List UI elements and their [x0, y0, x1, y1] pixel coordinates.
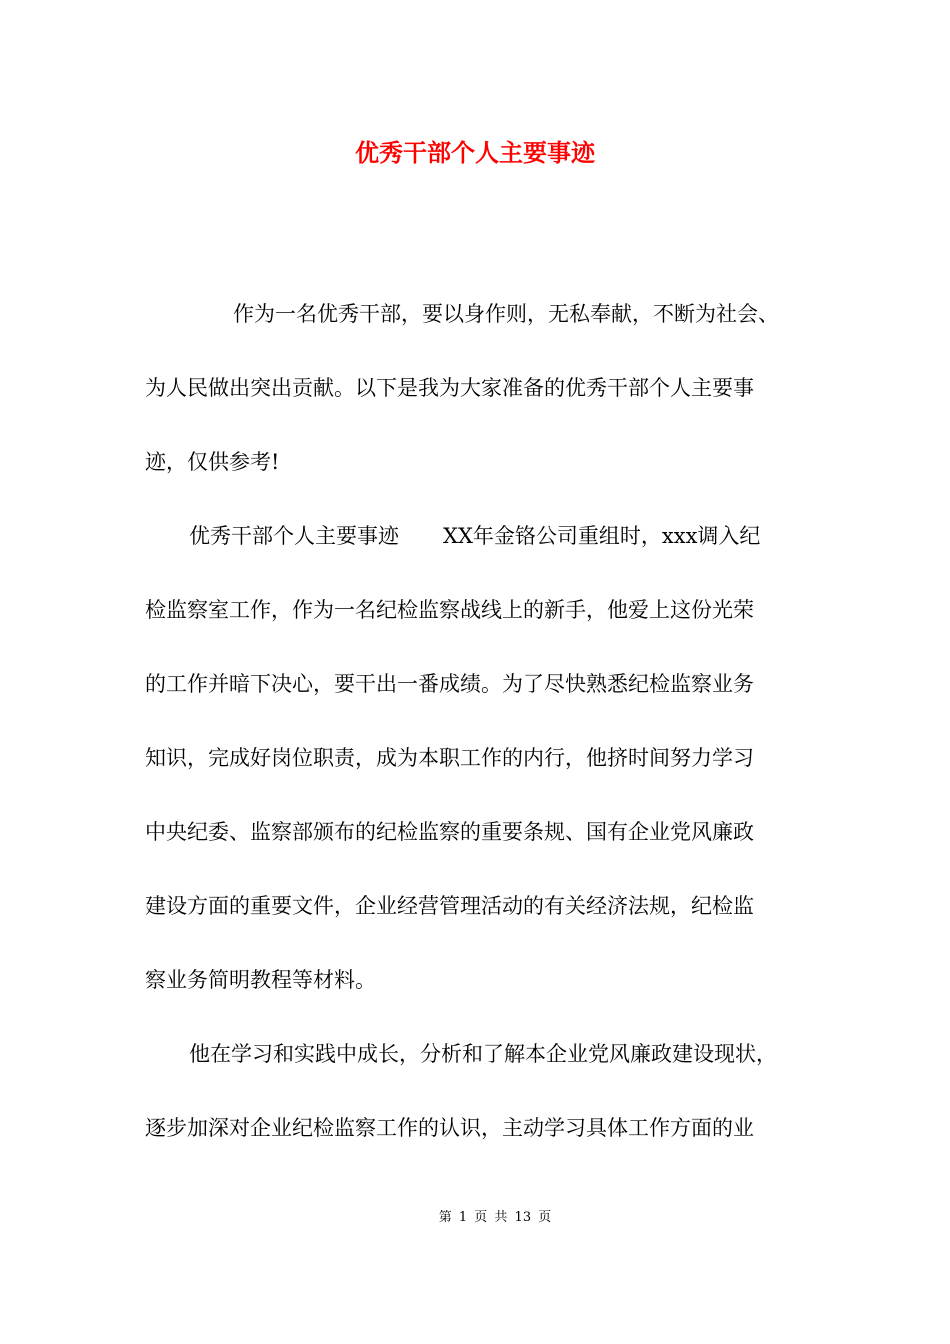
paragraph-line: 中央纪委、监察部颁布的纪检监察的重要条规、国有企业党风廉政	[145, 820, 754, 844]
paragraph-line: 建设方面的重要文件，企业经营管理活动的有关经济法规，纪检监	[145, 894, 754, 918]
document-title: 优秀干部个人主要事迹	[355, 138, 595, 167]
section-heading-inline: 优秀干部个人主要事迹	[189, 524, 399, 548]
page-number-footer: 第 1 页 共 13 页	[438, 1210, 552, 1225]
paragraph-line: 察业务简明教程等材料。	[145, 968, 376, 992]
paragraph-line: 检监察室工作，作为一名纪检监察战线上的新手，他爱上这份光荣	[145, 598, 754, 622]
paragraph-line: 逐步加深对企业纪检监察工作的认识，主动学习具体工作方面的业	[145, 1116, 754, 1140]
paragraph-line: 他在学习和实践中成长，分析和了解本企业党风廉政建设现状，	[189, 1042, 777, 1066]
paragraph-line: 迹，仅供参考!	[145, 450, 280, 474]
document-body	[145, 277, 810, 1165]
paragraph-line: 为人民做出突出贡献。以下是我为大家准备的优秀干部个人主要事	[145, 376, 754, 400]
paragraph-text: XX年金铬公司重组时，xxx调入纪	[443, 524, 761, 548]
paragraph-line	[145, 499, 810, 573]
paragraph-line: 的工作并暗下决心，要干出一番成绩。为了尽快熟悉纪检监察业务	[145, 672, 754, 696]
paragraph-line: 知识，完成好岗位职责，成为本职工作的内行，他挤时间努力学习	[145, 746, 754, 770]
paragraph-line: 作为一名优秀干部，要以身作则，无私奉献，不断为社会、	[233, 302, 779, 326]
